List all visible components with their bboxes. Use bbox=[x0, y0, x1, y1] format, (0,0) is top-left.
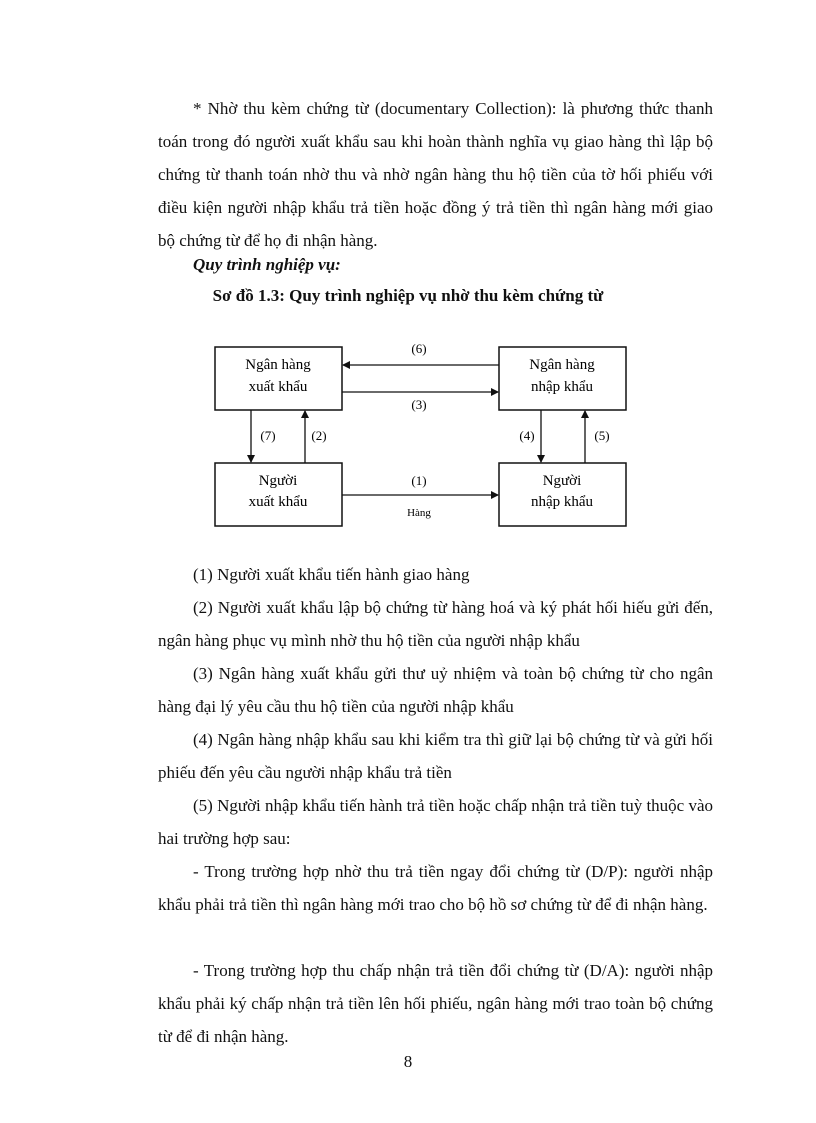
label-6: (6) bbox=[411, 341, 427, 356]
label-2: (2) bbox=[311, 428, 327, 443]
page-number: 8 bbox=[403, 1052, 413, 1071]
box-export-bank-line2: xuất khẩu bbox=[248, 379, 308, 395]
case-da: - Trong trường hợp thu chấp nhận trả tiền đổi chứng từ (D/A): người nhập khẩu phải ký chấp nhận trả tiền lên hối phiếu, ngân hàng mới trao toàn bộ chứng từ để đi nhận hàng. bbox=[158, 961, 713, 1046]
label-7: (7) bbox=[260, 428, 276, 443]
diagram-caption: Sơ đồ 1.3: Quy trình nghiệp vụ nhờ thu kèm chứng từ bbox=[212, 286, 604, 305]
step-2: (2) Người xuất khẩu lập bộ chứng từ hàng hoá và ký phát hối hiếu gửi đến, ngân hàng phục vụ mình nhờ thu hộ tiền của người nhập khẩu bbox=[158, 598, 713, 650]
process-diagram bbox=[0, 0, 816, 540]
paragraph-intro: * Nhờ thu kèm chứng từ (documentary Collection): là phương thức thanh toán trong đó người xuất khẩu sau khi hoàn thành nghĩa vụ giao hàng thì lập bộ chứng từ thanh toán nhờ thu và nhờ ngân hàng thu hộ tiền của tờ hối phiếu với điều kiện người nhập khẩu trả tiền hoặc đồng ý trả tiền thì ngân hàng mới giao bộ chứng từ để họ đi nhận hàng. bbox=[158, 99, 713, 250]
label-4: (4) bbox=[519, 428, 535, 443]
case-dp: - Trong trường hợp nhờ thu trả tiền ngay đổi chứng từ (D/P): người nhập khẩu phải trả tiền thì ngân hàng mới trao cho bộ hồ sơ chứng từ để đi nhận hàng. bbox=[158, 862, 713, 914]
box-import-bank-line2: nhập khẩu bbox=[530, 379, 594, 395]
box-export-bank-line1: Ngân hàng bbox=[245, 357, 311, 373]
section-heading: Quy trình nghiệp vụ: bbox=[193, 255, 341, 274]
step-4: (4) Ngân hàng nhập khẩu sau khi kiểm tra thì giữ lại bộ chứng từ và gửi hối phiếu đến yêu cầu người nhập khẩu trả tiền bbox=[158, 730, 713, 782]
label-goods: Hàng bbox=[407, 507, 431, 519]
box-import-bank-line1: Ngân hàng bbox=[529, 357, 595, 373]
step-1: (1) Người xuất khẩu tiến hành giao hàng bbox=[193, 565, 470, 584]
box-importer-line1: Người bbox=[542, 473, 582, 489]
label-1: (1) bbox=[411, 473, 427, 488]
box-exporter-line2: xuất khẩu bbox=[248, 494, 308, 510]
label-3: (3) bbox=[411, 397, 427, 412]
step-5: (5) Người nhập khẩu tiến hành trả tiền hoặc chấp nhận trả tiền tuỳ thuộc vào hai trường hợp sau: bbox=[158, 796, 714, 848]
box-importer-line2: nhập khẩu bbox=[530, 494, 594, 510]
step-3: (3) Ngân hàng xuất khẩu gửi thư uỷ nhiệm và toàn bộ chứng từ cho ngân hàng đại lý yêu cầu thu hộ tiền của người nhập khẩu bbox=[158, 664, 713, 716]
label-5: (5) bbox=[594, 428, 610, 443]
box-exporter-line1: Người bbox=[258, 473, 298, 489]
